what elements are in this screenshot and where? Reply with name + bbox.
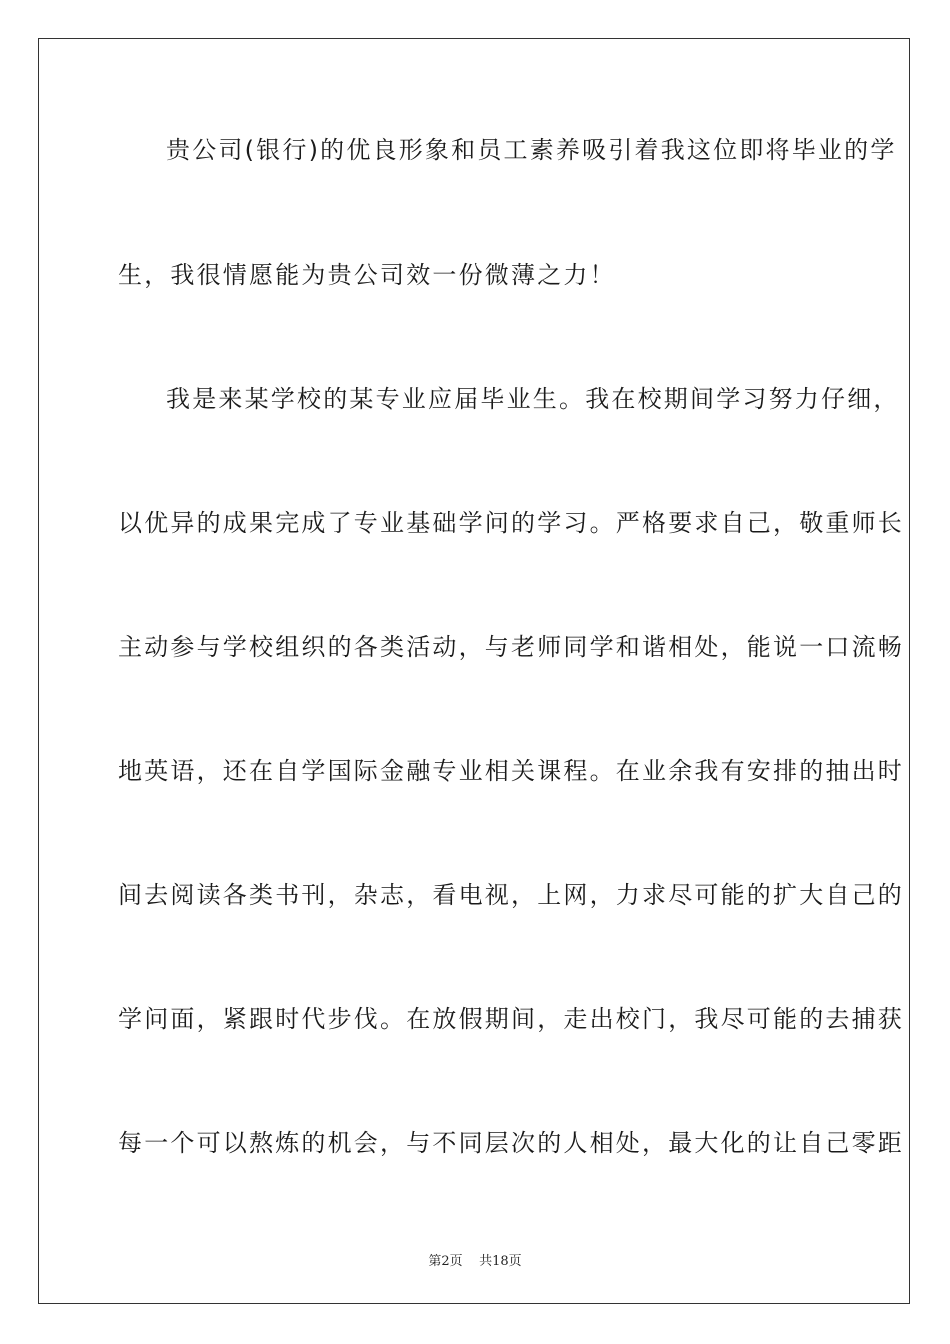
paragraph-line: 地英语，还在自学国际金融专业相关课程。在业余我有安排的抽出时 — [118, 757, 904, 785]
paragraph-line: 贵公司(银行)的优良形象和员工素养吸引着我这位即将毕业的学 — [166, 136, 897, 164]
paragraph-line: 主动参与学校组织的各类活动，与老师同学和谐相处，能说一口流畅 — [118, 633, 904, 661]
paragraph-line: 生，我很情愿能为贵公司效一份微薄之力！ — [118, 261, 616, 289]
paragraph-line: 每一个可以熬炼的机会，与不同层次的人相处，最大化的让自己零距 — [118, 1129, 904, 1157]
page-border — [38, 38, 910, 1304]
paragraph-line: 我是来某学校的某专业应届毕业生。我在校期间学习努力仔细， — [166, 385, 900, 413]
page-footer — [0, 1250, 950, 1269]
paragraph-line: 间去阅读各类书刊，杂志，看电视，上网，力求尽可能的扩大自己的 — [118, 881, 904, 909]
paragraph-line: 学问面，紧跟时代步伐。在放假期间，走出校门，我尽可能的去捕获 — [118, 1005, 904, 1033]
paragraph-line: 以优异的成果完成了专业基础学问的学习。严格要求自己，敬重师长 — [118, 509, 904, 537]
page-number: 第2页 — [428, 1254, 463, 1269]
page-total: 共18页 — [479, 1254, 522, 1269]
